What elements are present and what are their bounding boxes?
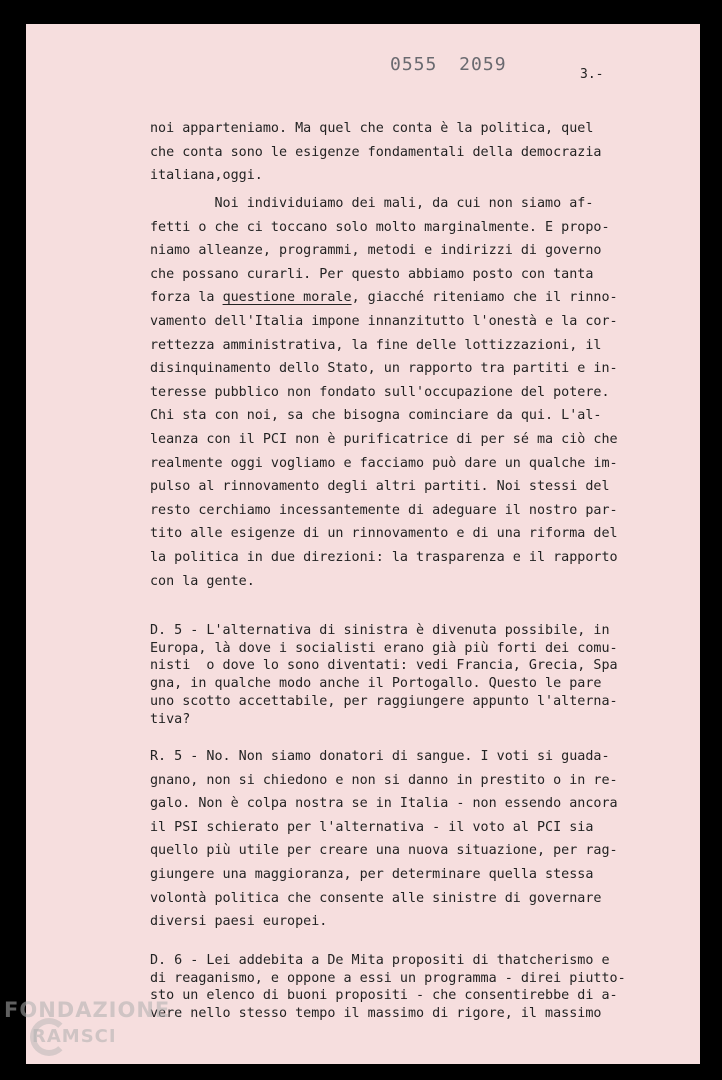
answer-5 (150, 745, 620, 934)
text-line: noi apparteniamo. Ma quel che conta è la politica, quel (150, 121, 594, 136)
text-line: quello più utile per creare una nuova situazione, per rag- (150, 843, 618, 859)
archive-number-stamp: 0555 2059 (390, 54, 507, 75)
text-line: R. 5 - No. Non siamo donatori di sangue. I voti si guada- (150, 749, 610, 764)
text-line: gnano, non si chiedono e non si danno in prestito o in re- (150, 772, 618, 788)
text-line: gna, in qualche modo anche il Portogallo. Questo le pare (150, 676, 602, 692)
text-line: volontà politica che consente alle sinistre di governare (150, 890, 602, 906)
text-line: la politica in due direzioni: la trasparenza e il rapporto (150, 549, 618, 565)
paragraph-main (150, 192, 620, 593)
text-line: italiana,oggi. (150, 168, 263, 184)
text-line: vere nello stesso tempo il massimo di rigore, il massimo (150, 1006, 602, 1022)
question-5 (150, 622, 620, 728)
text-line: che possano curarli. Per questo abbiamo posto con tanta (150, 266, 594, 282)
text-line: realmente oggi vogliamo e facciamo può dare un qualche im- (150, 455, 618, 471)
text-line: tiva? (150, 711, 191, 727)
text-line: rettezza amministrativa, la fine delle lottizzazioni, il (150, 337, 602, 353)
text-line: sto un elenco di buoni propositi - che consentirebbe di a- (150, 988, 618, 1004)
watermark (4, 998, 170, 1047)
text-line: vamento dell'Italia impone innanzitutto l'onestà e la cor- (150, 313, 618, 329)
text-line: resto cerchiamo incessantemente di adeguare il nostro par- (150, 502, 618, 518)
paragraph-intro (150, 117, 620, 188)
text-line: Chi sta con noi, sa che bisogna cominciare da qui. L'al- (150, 408, 602, 424)
text-line: forza la questione morale, giacché riteniamo che il rinno- (150, 290, 618, 306)
text-line: giungere una maggioranza, per determinare quella stessa (150, 866, 594, 882)
question-6 (150, 952, 626, 1023)
underlined-phrase: questione morale (222, 290, 352, 306)
text-line: D. 6 - Lei addebita a De Mita propositi di thatcherismo e (150, 953, 610, 968)
text-line: nisti o dove lo sono diventati: vedi Francia, Grecia, Spa (150, 658, 618, 674)
text-line: fetti o che ci toccano solo molto marginalmente. E propo- (150, 219, 610, 235)
watermark-line1: FONDAZIONE (4, 998, 171, 1022)
text-line: diversi paesi europei. (150, 914, 328, 930)
watermark-line2: RAMSCI (32, 1026, 117, 1047)
text-line: galo. Non è colpa nostra se in Italia - non essendo ancora (150, 796, 618, 812)
text-line: Europa, là dove i socialisti erano già più forti dei comu- (150, 640, 618, 656)
text-line: che conta sono le esigenze fondamentali della democrazia (150, 144, 602, 160)
text-line: disinquinamento dello Stato, un rapporto tra partiti e in- (150, 361, 618, 377)
text-line: con la gente. (150, 573, 255, 589)
text-line: Noi individuiamo dei mali, da cui non siamo af- (150, 196, 594, 211)
text-line: il PSI schierato per l'alternativa - il voto al PCI sia (150, 819, 594, 835)
text-line: pulso al rinnovamento degli altri partiti. Noi stessi del (150, 479, 610, 495)
text-line: leanza con il PCI non è purificatrice di per sé ma ciò che (150, 431, 618, 447)
text-line: D. 5 - L'alternativa di sinistra è divenuta possibile, in (150, 623, 610, 638)
text-line: di reaganismo, e oppone a essi un programma - direi piutto- (150, 970, 626, 986)
text-line: teresse pubblico non fondato sull'occupazione del potere. (150, 384, 610, 400)
page-number: 3.- (580, 67, 604, 82)
text-line: tito alle esigenze di un rinnovamento e di una riforma del (150, 526, 618, 542)
text-line: niamo alleanze, programmi, metodi e indirizzi di governo (150, 243, 602, 259)
text-line: uno scotto accettabile, per raggiungere appunto l'alterna- (150, 693, 618, 709)
